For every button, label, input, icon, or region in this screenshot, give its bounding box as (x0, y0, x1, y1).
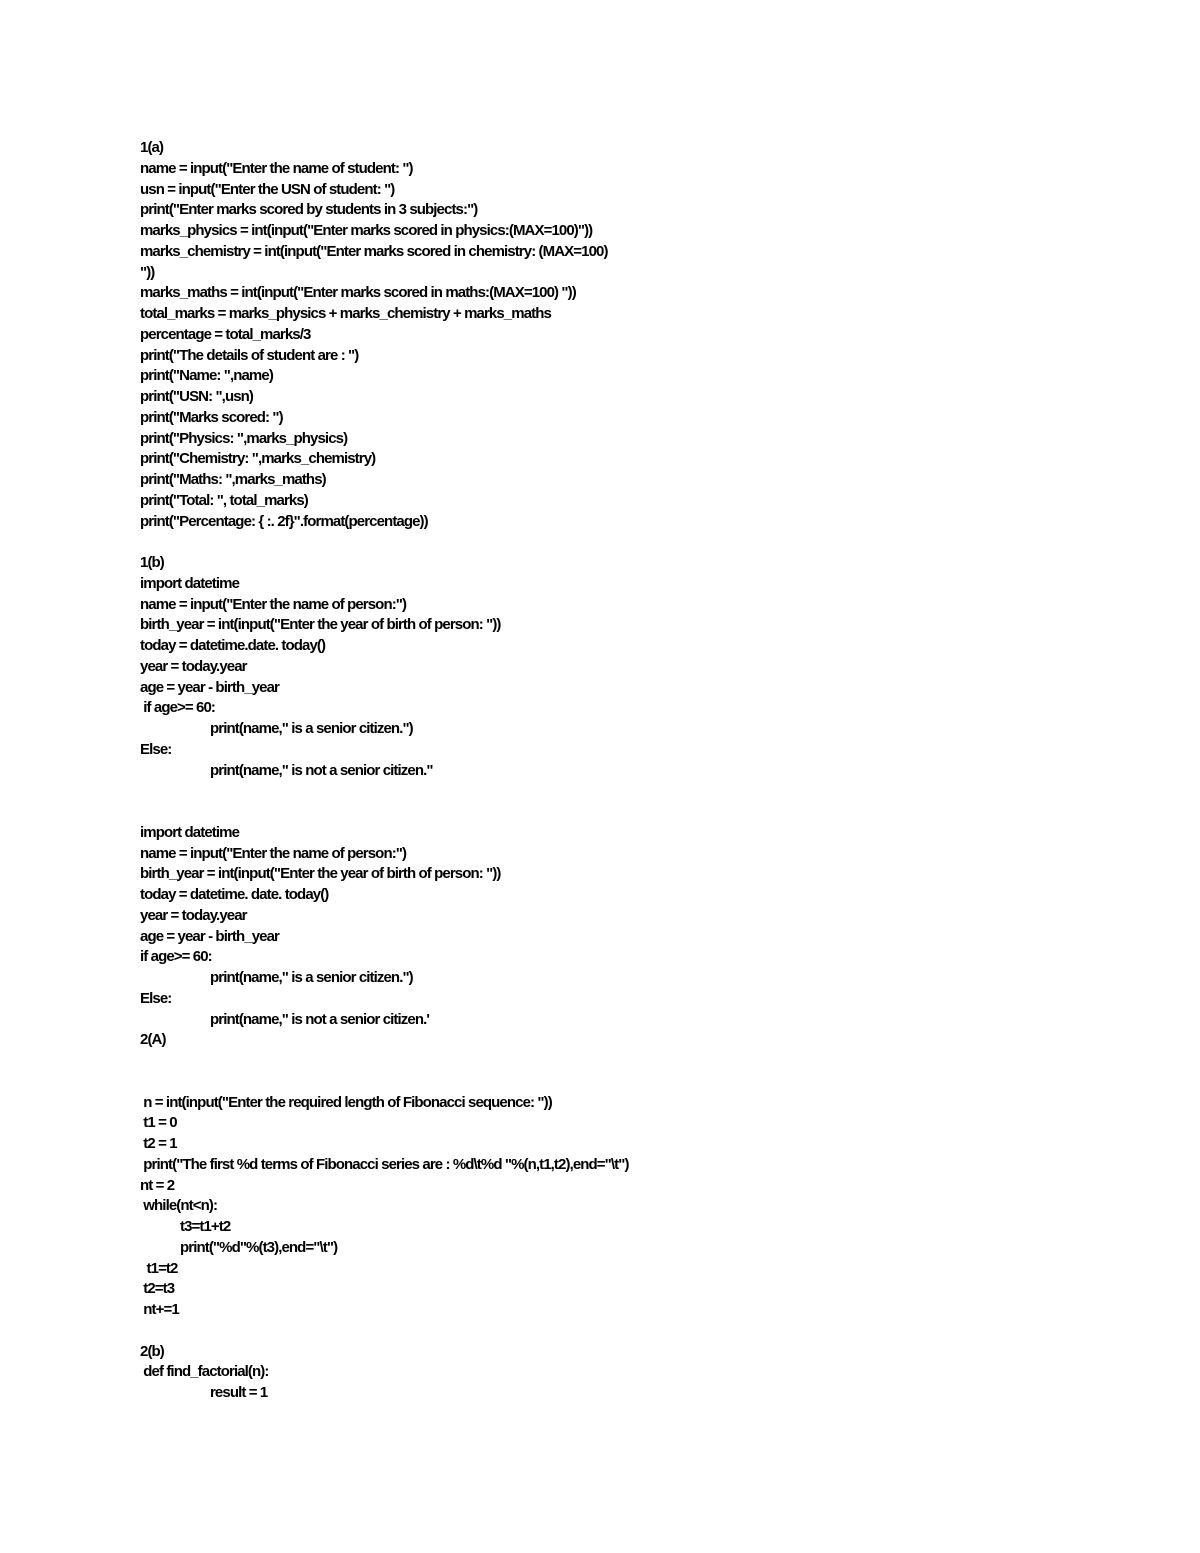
code-line-indented: t3=t1+t2 (180, 1218, 231, 1235)
code-document (140, 138, 1140, 1404)
code-line: name = input("Enter the name of person:") (140, 595, 407, 613)
blank-line (140, 781, 1140, 802)
code-line: Else: (140, 740, 172, 758)
code-line: print("Enter marks scored by students in 3 subjects:") (140, 201, 478, 219)
code-line: usn = input("Enter the USN of student: ") (140, 180, 395, 198)
code-line: print("The first %d terms of Fibonacci series are : %d\t%d "%(n,t1,t2),end="\t") (140, 1155, 629, 1173)
code-line: name = input("Enter the name of student: ") (140, 159, 413, 177)
code-line: age = year - birth_year (140, 678, 279, 696)
code-line-indented: print("%d"%(t3),end="\t") (180, 1238, 338, 1256)
code-line: year = today.year (140, 657, 247, 675)
code-line: t2 = 1 (140, 1135, 177, 1152)
code-line: def find_factorial(n): (140, 1363, 269, 1381)
code-line: while(nt<n): (140, 1197, 218, 1215)
code-line: print("Total: ", total_marks) (140, 491, 308, 509)
code-line: t2=t3 (140, 1280, 175, 1298)
blank-line (140, 802, 1140, 823)
blank-line (140, 1051, 1140, 1072)
code-line: birth_year = int(input("Enter the year of birth of person: ")) (140, 865, 501, 883)
code-line: birth_year = int(input("Enter the year of birth of person: ")) (140, 616, 501, 634)
code-line: n = int(input("Enter the required length of Fibonacci sequence: ")) (140, 1093, 552, 1111)
code-line: print("USN: ",usn) (140, 388, 254, 405)
code-line: name = input("Enter the name of person:") (140, 844, 407, 862)
code-line: marks_chemistry = int(input("Enter marks scored in chemistry: (MAX=100) (140, 242, 608, 260)
code-line: ")) (140, 263, 155, 281)
code-line: print("Marks scored: ") (140, 408, 283, 426)
code-line: print("Physics: ",marks_physics) (140, 429, 348, 447)
code-line: nt+=1 (140, 1301, 179, 1318)
code-line: today = datetime. date. today() (140, 886, 329, 903)
code-line-indented: print(name," is not a senior citizen." (210, 761, 433, 779)
code-line: today = datetime.date. today() (140, 637, 326, 654)
section-heading-1b: 1(b) (140, 554, 164, 571)
code-line: print("Chemistry: ",marks_chemistry) (140, 450, 376, 468)
code-line: import datetime (140, 574, 240, 592)
code-line-indented: result = 1 (210, 1384, 268, 1401)
code-line: marks_maths = int(input("Enter marks scored in maths:(MAX=100) ")) (140, 284, 576, 302)
blank-line (140, 1072, 1140, 1093)
code-line: if age>= 60: (140, 699, 216, 717)
section-heading-1a: 1(a) (140, 139, 164, 156)
code-line: marks_physics = int(input("Enter marks scored in physics:(MAX=100)")) (140, 222, 593, 239)
code-line-indented: print(name," is a senior citizen.") (210, 969, 413, 986)
code-line: year = today.year (140, 906, 247, 924)
code-line: Else: (140, 989, 172, 1007)
code-line: t1=t2 (140, 1259, 178, 1277)
code-line: age = year - birth_year (140, 927, 279, 945)
code-line-indented: print(name," is not a senior citizen.' (210, 1010, 430, 1028)
code-line: percentage = total_marks/3 (140, 325, 311, 343)
code-line: print("Percentage: { :. 2f}".format(percentage)) (140, 512, 428, 530)
code-line: print("The details of student are : ") (140, 346, 359, 364)
code-line: print("Maths: ",marks_maths) (140, 471, 326, 488)
section-heading-2b: 2(b) (140, 1342, 164, 1360)
code-line: total_marks = marks_physics + marks_chemistry + marks_maths (140, 305, 551, 322)
code-line: nt = 2 (140, 1176, 175, 1194)
code-line: import datetime (140, 823, 240, 841)
section-heading-2a: 2(A) (140, 1031, 166, 1049)
code-line: if age>= 60: (140, 948, 212, 966)
code-line: print("Name: ",name) (140, 367, 273, 385)
blank-line (140, 532, 1140, 553)
code-line-indented: print(name," is a senior citizen.") (210, 720, 413, 737)
code-line: t1 = 0 (140, 1114, 177, 1132)
blank-line (140, 1321, 1140, 1342)
